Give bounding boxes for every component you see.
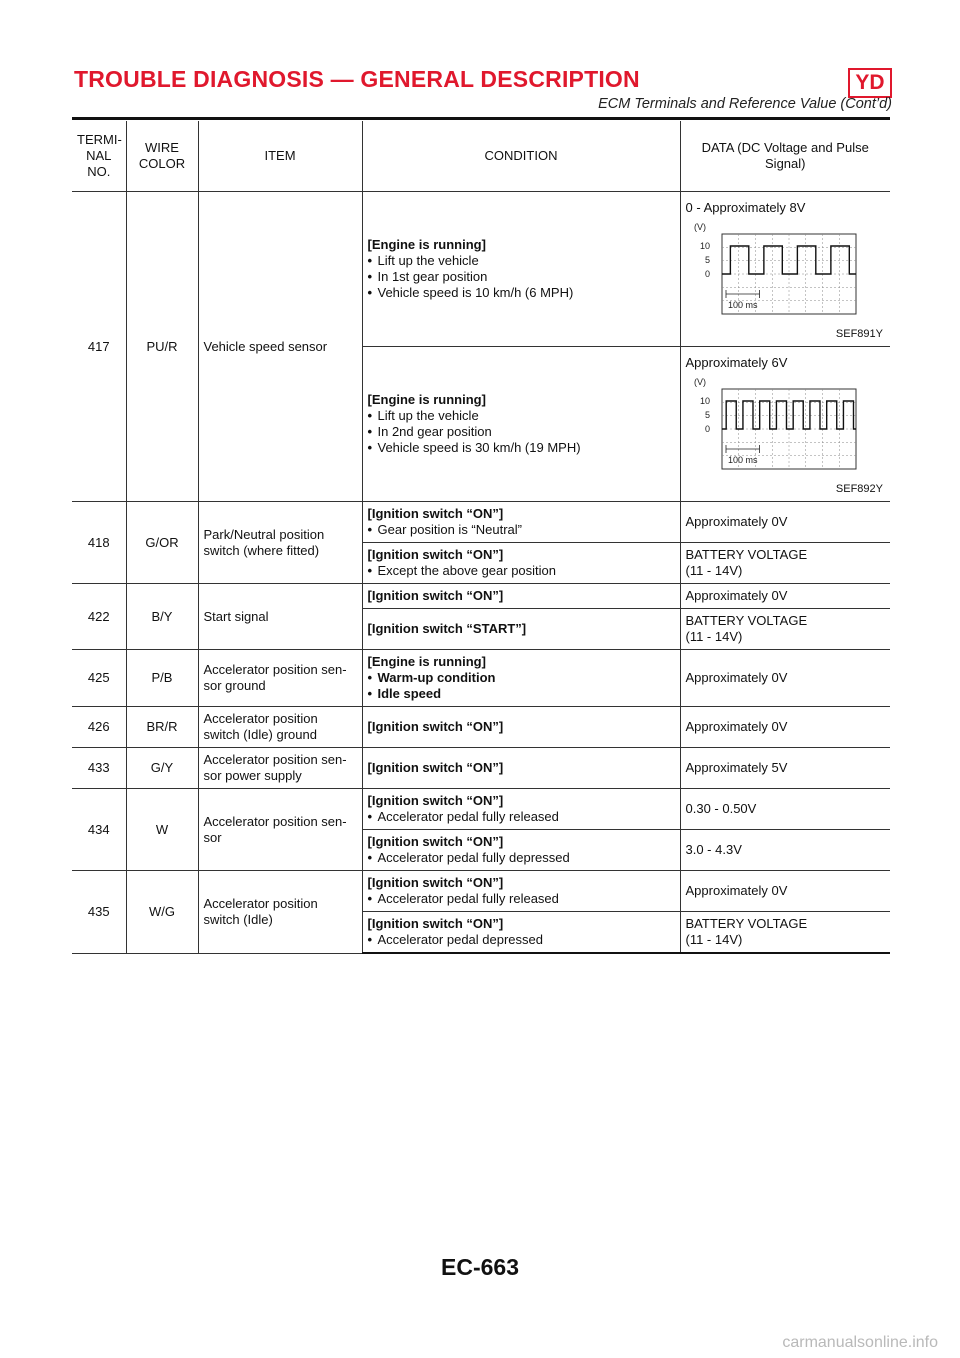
condition-bullet: • Accelerator pedal depressed (368, 932, 675, 948)
cell-item: Accelerator position sen- sor ground (198, 650, 362, 707)
data-value: Approximately 5V (685, 760, 788, 775)
condition-title: [Ignition switch “ON”] (367, 875, 504, 890)
cell-condition (362, 347, 680, 502)
table-row (72, 584, 890, 609)
ecm-terminal-table (72, 121, 890, 954)
cell-data (680, 650, 890, 707)
condition-bullet: • Lift up the vehicle (368, 408, 675, 424)
data-value: 0.30 - 0.50V (685, 801, 757, 816)
condition-title: [Ignition switch “ON”] (367, 719, 504, 734)
header-data: DATA (DC Voltage and Pulse Signal) (680, 121, 890, 192)
condition-bullet: • In 2nd gear position (368, 424, 675, 440)
condition-bullet: • Accelerator pedal fully released (368, 891, 675, 907)
cell-terminal: 417 (72, 192, 126, 502)
data-value: 3.0 - 4.3V (685, 842, 742, 857)
cell-data (680, 192, 890, 347)
cell-condition (362, 650, 680, 707)
scope-time-label: 100 ms (727, 455, 758, 465)
cell-wire-color: W/G (126, 871, 198, 954)
page-number: EC-663 (441, 1254, 519, 1280)
watermark: carmanualsonline.info (782, 1334, 938, 1351)
cell-data (680, 543, 890, 584)
cell-wire-color: PU/R (126, 192, 198, 502)
cell-condition (362, 502, 680, 543)
condition-bullet: • Idle speed (368, 686, 675, 702)
scope-unit-label: (V) (693, 377, 706, 387)
cell-wire-color: G/Y (126, 748, 198, 789)
data-value: Approximately 0V (685, 588, 788, 603)
page-subtitle: ECM Terminals and Reference Value (Cont’d) (598, 96, 892, 112)
data-value-range: (11 - 14V) (685, 932, 743, 947)
condition-title: [Ignition switch “ON”] (367, 793, 504, 808)
table-row (72, 502, 890, 543)
cell-data (680, 789, 890, 830)
scope-tick-label: 0 (704, 269, 710, 279)
condition-bullet: • Vehicle speed is 30 km/h (19 MPH) (368, 440, 675, 456)
cell-condition (362, 543, 680, 584)
table-row (72, 192, 890, 347)
data-value: BATTERY VOLTAGE (685, 547, 808, 562)
header-item: ITEM (198, 121, 362, 192)
cell-terminal: 418 (72, 502, 126, 584)
cell-condition (362, 748, 680, 789)
scope-tick-label: 0 (704, 424, 710, 434)
cell-item: Accelerator position switch (Idle) ground (198, 707, 362, 748)
table-row (72, 871, 890, 912)
data-value: BATTERY VOLTAGE (685, 613, 808, 628)
cell-item: Start signal (198, 584, 362, 650)
cell-wire-color: W (126, 789, 198, 871)
cell-condition (362, 830, 680, 871)
cell-data (680, 584, 890, 609)
condition-bullet: • Gear position is “Neutral” (368, 522, 675, 538)
cell-condition (362, 912, 680, 954)
condition-title: [Ignition switch “ON”] (367, 760, 504, 775)
scope-time-label: 100 ms (727, 300, 758, 310)
header-wire-color: WIRE COLOR (126, 121, 198, 192)
data-value-range: (11 - 14V) (685, 629, 743, 644)
header-rule (72, 117, 890, 120)
cell-item: Accelerator position sen- sor power supply (198, 748, 362, 789)
condition-bullet: • Warm-up condition (368, 670, 675, 686)
cell-terminal: 425 (72, 650, 126, 707)
condition-title: [Ignition switch “ON”] (367, 506, 504, 521)
cell-item: Park/Neutral position switch (where fitted) (198, 502, 362, 584)
condition-title: [Engine is running] (367, 392, 486, 407)
data-value: Approximately 6V (685, 355, 788, 370)
table-header-row (72, 121, 890, 192)
cell-data (680, 912, 890, 954)
cell-terminal: 433 (72, 748, 126, 789)
condition-bullet: • Lift up the vehicle (368, 253, 675, 269)
data-value: Approximately 0V (685, 514, 788, 529)
table-row (72, 748, 890, 789)
oscilloscope-figure (686, 371, 886, 497)
table-body (72, 192, 890, 954)
data-value: Approximately 0V (685, 719, 788, 734)
condition-title: [Engine is running] (367, 654, 486, 669)
condition-bullet: • Vehicle speed is 10 km/h (6 MPH) (368, 285, 675, 301)
cell-wire-color: BR/R (126, 707, 198, 748)
oscilloscope-waveform (686, 222, 861, 334)
cell-item: Accelerator position sen- sor (198, 789, 362, 871)
table-row (72, 789, 890, 830)
cell-wire-color: B/Y (126, 584, 198, 650)
figure-code: SEF891Y (835, 328, 883, 340)
condition-title: [Ignition switch “START”] (367, 621, 527, 636)
cell-terminal: 435 (72, 871, 126, 954)
cell-condition (362, 707, 680, 748)
cell-wire-color: P/B (126, 650, 198, 707)
cell-terminal: 434 (72, 789, 126, 871)
cell-condition (362, 871, 680, 912)
scope-tick-label: 5 (704, 255, 710, 265)
cell-condition (362, 584, 680, 609)
condition-title: [Ignition switch “ON”] (367, 588, 504, 603)
cell-terminal: 426 (72, 707, 126, 748)
condition-bullet: • Accelerator pedal fully released (368, 809, 675, 825)
oscilloscope-figure (686, 216, 886, 342)
page-title: TROUBLE DIAGNOSIS — GENERAL DESCRIPTION (74, 66, 640, 92)
condition-title: [Ignition switch “ON”] (367, 916, 504, 931)
data-value: Approximately 0V (685, 883, 788, 898)
oscilloscope-waveform (686, 377, 861, 489)
data-value: Approximately 0V (685, 670, 788, 685)
section-badge: YD (848, 68, 892, 98)
data-value: 0 - Approximately 8V (685, 200, 806, 215)
figure-code: SEF892Y (835, 483, 883, 495)
data-value-range: (11 - 14V) (685, 563, 743, 578)
cell-data (680, 871, 890, 912)
cell-data (680, 748, 890, 789)
scope-tick-label: 10 (699, 241, 710, 251)
scope-tick-label: 5 (704, 410, 710, 420)
condition-bullet: • Accelerator pedal fully depressed (368, 850, 675, 866)
header-condition: CONDITION (362, 121, 680, 192)
cell-condition (362, 609, 680, 650)
scope-unit-label: (V) (693, 222, 706, 232)
cell-item: Accelerator position switch (Idle) (198, 871, 362, 954)
condition-title: [Ignition switch “ON”] (367, 547, 504, 562)
cell-data (680, 502, 890, 543)
cell-wire-color: G/OR (126, 502, 198, 584)
data-value: BATTERY VOLTAGE (685, 916, 808, 931)
condition-title: [Engine is running] (367, 237, 486, 252)
cell-data (680, 347, 890, 502)
scope-tick-label: 10 (699, 396, 710, 406)
cell-item: Vehicle speed sensor (198, 192, 362, 502)
table-row (72, 650, 890, 707)
condition-bullet: • In 1st gear position (368, 269, 675, 285)
condition-bullet: • Except the above gear position (368, 563, 675, 579)
cell-data (680, 830, 890, 871)
cell-condition (362, 789, 680, 830)
table-row (72, 707, 890, 748)
cell-data (680, 707, 890, 748)
condition-title: [Ignition switch “ON”] (367, 834, 504, 849)
cell-data (680, 609, 890, 650)
cell-condition (362, 192, 680, 347)
header-terminal: TERMI- NAL NO. (72, 121, 126, 192)
cell-terminal: 422 (72, 584, 126, 650)
